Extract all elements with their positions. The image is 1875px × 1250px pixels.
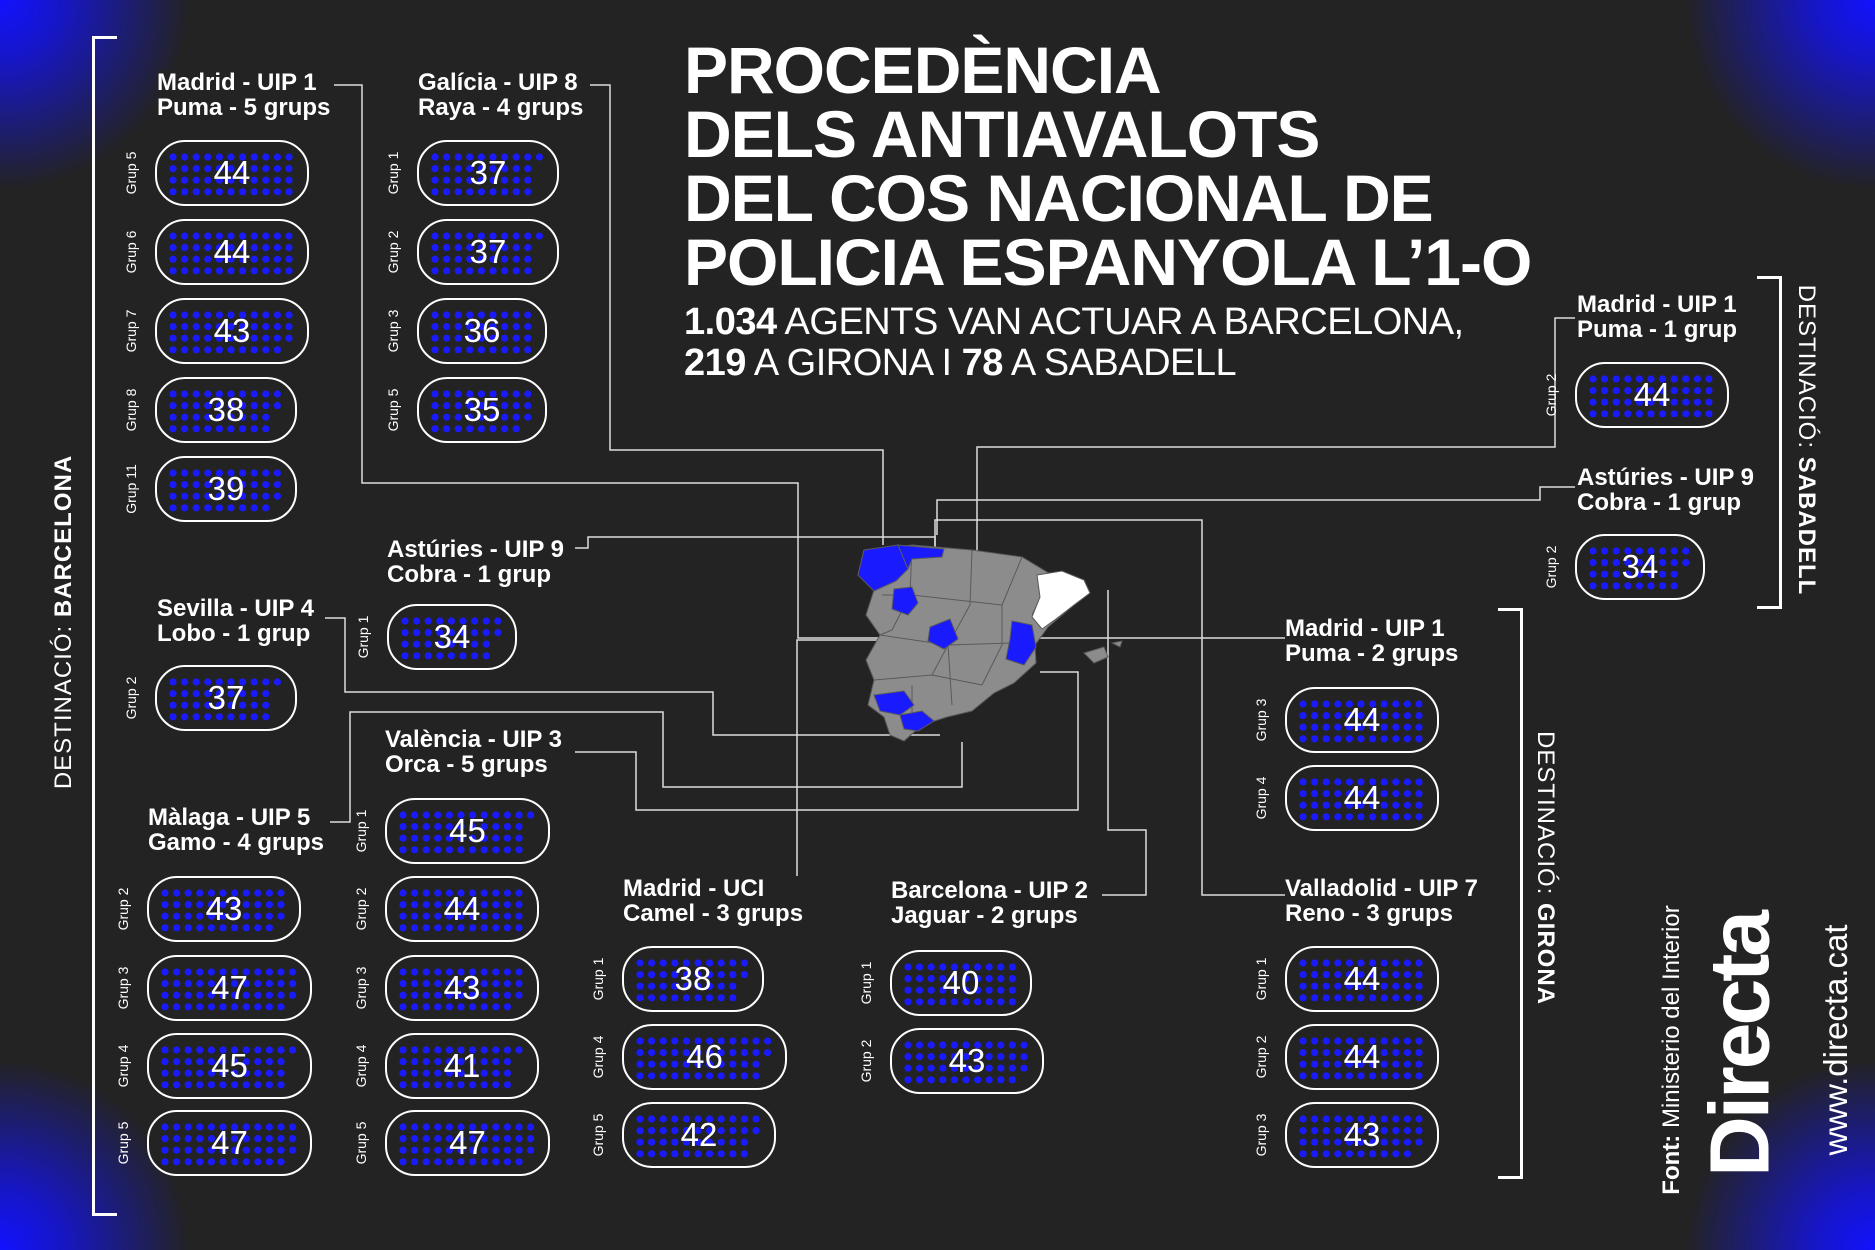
group-row [590, 1102, 776, 1168]
group-pill [387, 604, 517, 670]
group-row [123, 140, 309, 206]
group-pill [622, 946, 764, 1012]
group-label: Grup 8 [123, 388, 139, 432]
group-label: Grup 4 [115, 1044, 131, 1088]
agent-count: 44 [1343, 1038, 1381, 1075]
agent-count: 43 [1343, 1116, 1381, 1153]
unit-label: Màlaga - UIP 5 Gamo - 4 grups [148, 805, 328, 855]
group-pill [1575, 362, 1729, 428]
agent-count: 34 [1621, 548, 1659, 585]
group-pill [1285, 946, 1439, 1012]
group-label: Grup 2 [858, 1039, 874, 1083]
group-label: Grup 3 [115, 966, 131, 1010]
group-row [858, 1028, 1044, 1094]
group-pill [1285, 1102, 1439, 1168]
group-row [353, 798, 550, 864]
spain-map [852, 535, 1142, 750]
group-label: Grup 5 [590, 1113, 606, 1157]
agent-count: 38 [207, 391, 245, 428]
group-pill [155, 456, 297, 522]
subtitle-line-1: 1.034 AGENTS VAN ACTUAR A BARCELONA, [684, 301, 1464, 343]
group-label: Grup 5 [385, 388, 401, 432]
group-pill [417, 140, 559, 206]
agent-count: 45 [211, 1047, 248, 1084]
unit-label: Madrid - UIP 1 Puma - 1 grup [1577, 292, 1741, 342]
agent-count: 43 [948, 1042, 986, 1079]
agent-count: 45 [449, 812, 486, 849]
group-row [115, 1033, 312, 1099]
agent-count: 44 [1343, 960, 1381, 997]
barcelona-destination-label: DESTINACIÓ: BARCELONA [50, 454, 77, 790]
group-pill [147, 1033, 312, 1099]
sabadell-destination-label: DESTINACIÓ: SABADELL [1793, 284, 1820, 596]
group-row [385, 377, 547, 443]
group-pill [147, 1110, 312, 1176]
agent-count: 41 [443, 1047, 481, 1084]
group-label: Grup 2 [1543, 373, 1559, 417]
subtitle [684, 302, 1464, 384]
group-row [123, 665, 297, 731]
agent-count: 40 [942, 964, 980, 1001]
title-line: POLICIA ESPANYOLA L’1-O [684, 225, 1532, 299]
group-pill [622, 1102, 776, 1168]
group-row [353, 955, 539, 1021]
group-label: Grup 5 [353, 1121, 369, 1165]
agent-count: 36 [463, 312, 501, 349]
group-label: Grup 4 [353, 1044, 369, 1088]
agent-count: 43 [213, 312, 251, 349]
group-row [115, 1110, 312, 1176]
agent-count: 35 [463, 391, 501, 428]
agent-count: 44 [213, 154, 251, 191]
agent-count: 37 [207, 679, 245, 716]
group-row [353, 1033, 539, 1099]
group-row [1253, 765, 1439, 831]
agent-count: 46 [686, 1038, 723, 1075]
group-label: Grup 2 [123, 676, 139, 720]
group-label: Grup 1 [1253, 957, 1269, 1001]
group-label: Grup 5 [115, 1121, 131, 1165]
agent-count: 44 [1633, 376, 1671, 413]
group-row [385, 298, 547, 364]
agent-count: 37 [469, 154, 507, 191]
group-label: Grup 6 [123, 230, 139, 274]
group-row [355, 604, 517, 670]
group-pill [417, 377, 547, 443]
agent-count: 44 [213, 233, 251, 270]
group-label: Grup 3 [385, 309, 401, 353]
group-label: Grup 2 [353, 887, 369, 931]
group-row [858, 950, 1032, 1016]
group-label: Grup 3 [353, 966, 369, 1010]
agent-count: 38 [674, 960, 712, 997]
title-line: DELS ANTIAVALOTS [684, 97, 1320, 171]
group-row [123, 219, 309, 285]
group-label: Grup 2 [1543, 545, 1559, 589]
group-pill [417, 219, 559, 285]
group-label: Grup 5 [123, 151, 139, 195]
title-line: DEL COS NACIONAL DE [684, 161, 1433, 235]
group-pill [155, 377, 297, 443]
agent-count: 42 [680, 1116, 718, 1153]
group-label: Grup 11 [123, 464, 139, 514]
group-pill [385, 798, 550, 864]
group-pill [1285, 765, 1439, 831]
group-pill [385, 955, 539, 1021]
group-pill [385, 1033, 539, 1099]
group-pill [385, 876, 539, 942]
group-row [1253, 946, 1439, 1012]
group-label: Grup 2 [385, 230, 401, 274]
group-pill [155, 219, 309, 285]
agent-count: 47 [211, 1124, 248, 1161]
group-label: Grup 4 [1253, 776, 1269, 820]
agent-count: 44 [1343, 701, 1381, 738]
group-pill [147, 955, 312, 1021]
agent-count: 47 [449, 1124, 486, 1161]
unit-label: Astúries - UIP 9 Cobra - 1 grup [387, 537, 568, 587]
group-pill [417, 298, 547, 364]
agent-count: 44 [443, 890, 481, 927]
unit-label: Madrid - UIP 1 Puma - 2 grups [1285, 616, 1462, 666]
group-row [1253, 1024, 1439, 1090]
sabadell-total: 78 [961, 342, 1003, 384]
unit-label: Astúries - UIP 9 Cobra - 1 grup [1577, 465, 1758, 515]
group-label: Grup 1 [858, 961, 874, 1005]
group-pill [385, 1110, 550, 1176]
group-row [123, 298, 309, 364]
subtitle-line-2: 219 A GIRONA I 78 A SABADELL [684, 342, 1237, 384]
group-row [115, 955, 312, 1021]
barcelona-bracket [92, 36, 117, 1216]
agent-count: 34 [433, 618, 471, 655]
group-row [590, 1024, 787, 1090]
group-row [1543, 362, 1729, 428]
agent-count: 47 [211, 969, 248, 1006]
unit-label: Sevilla - UIP 4 Lobo - 1 grup [157, 596, 318, 646]
agent-count: 37 [469, 233, 507, 270]
group-row [353, 876, 539, 942]
group-label: Grup 1 [385, 151, 401, 195]
group-pill [155, 140, 309, 206]
brand-url: www.directa.cat [1817, 924, 1854, 1156]
agent-count: 43 [443, 969, 481, 1006]
group-row [123, 456, 297, 522]
group-row [385, 140, 559, 206]
girona-total: 219 [684, 342, 746, 384]
unit-label: Barcelona - UIP 2 Jaguar - 2 grups [891, 878, 1092, 928]
unit-label: Madrid - UIP 1 Puma - 5 grups [157, 70, 334, 120]
source-text: Ministerio del Interior [1658, 905, 1685, 1129]
girona-destination-label: DESTINACIÓ: GIRONA [1532, 730, 1559, 1006]
unit-label: València - UIP 3 Orca - 5 grups [385, 727, 566, 777]
group-row [353, 1110, 550, 1176]
group-label: Grup 7 [123, 309, 139, 353]
group-pill [890, 1028, 1044, 1094]
title-line: PROCEDÈNCIA [684, 33, 1161, 107]
agent-count: 39 [207, 470, 245, 507]
group-row [385, 219, 559, 285]
group-label: Grup 2 [1253, 1035, 1269, 1079]
group-row [1253, 687, 1439, 753]
group-pill [890, 950, 1032, 1016]
group-label: Grup 2 [115, 887, 131, 931]
main-title [684, 33, 1532, 299]
unit-label: Galícia - UIP 8 Raya - 4 grups [418, 70, 587, 120]
group-row [1253, 1102, 1439, 1168]
unit-label: Madrid - UCI Camel - 3 grups [623, 876, 807, 926]
girona-bracket [1498, 608, 1523, 1179]
group-label: Grup 3 [1253, 1113, 1269, 1157]
group-label: Grup 1 [355, 615, 371, 659]
group-pill [155, 298, 309, 364]
group-label: Grup 3 [1253, 698, 1269, 742]
group-pill [1575, 534, 1705, 600]
catalonia-shape [1032, 571, 1090, 629]
group-row [590, 946, 764, 1012]
balearic-shape [1084, 641, 1122, 663]
group-row [115, 876, 301, 942]
group-pill [155, 665, 297, 731]
sabadell-bracket [1757, 276, 1782, 609]
group-label: Grup 4 [590, 1035, 606, 1079]
source-note [1658, 905, 1686, 1194]
source-label: Font: [1658, 1134, 1685, 1195]
group-pill [622, 1024, 787, 1090]
directa-logo: Directa [1692, 913, 1787, 1177]
group-row [123, 377, 297, 443]
group-pill [1285, 1024, 1439, 1090]
agent-count: 43 [205, 890, 243, 927]
group-pill [1285, 687, 1439, 753]
group-label: Grup 1 [353, 809, 369, 853]
group-pill [147, 876, 301, 942]
group-row [1543, 534, 1705, 600]
group-label: Grup 1 [590, 957, 606, 1001]
barcelona-total: 1.034 [684, 301, 777, 343]
unit-label: Valladolid - UIP 7 Reno - 3 grups [1285, 876, 1482, 926]
agent-count: 44 [1343, 779, 1381, 816]
